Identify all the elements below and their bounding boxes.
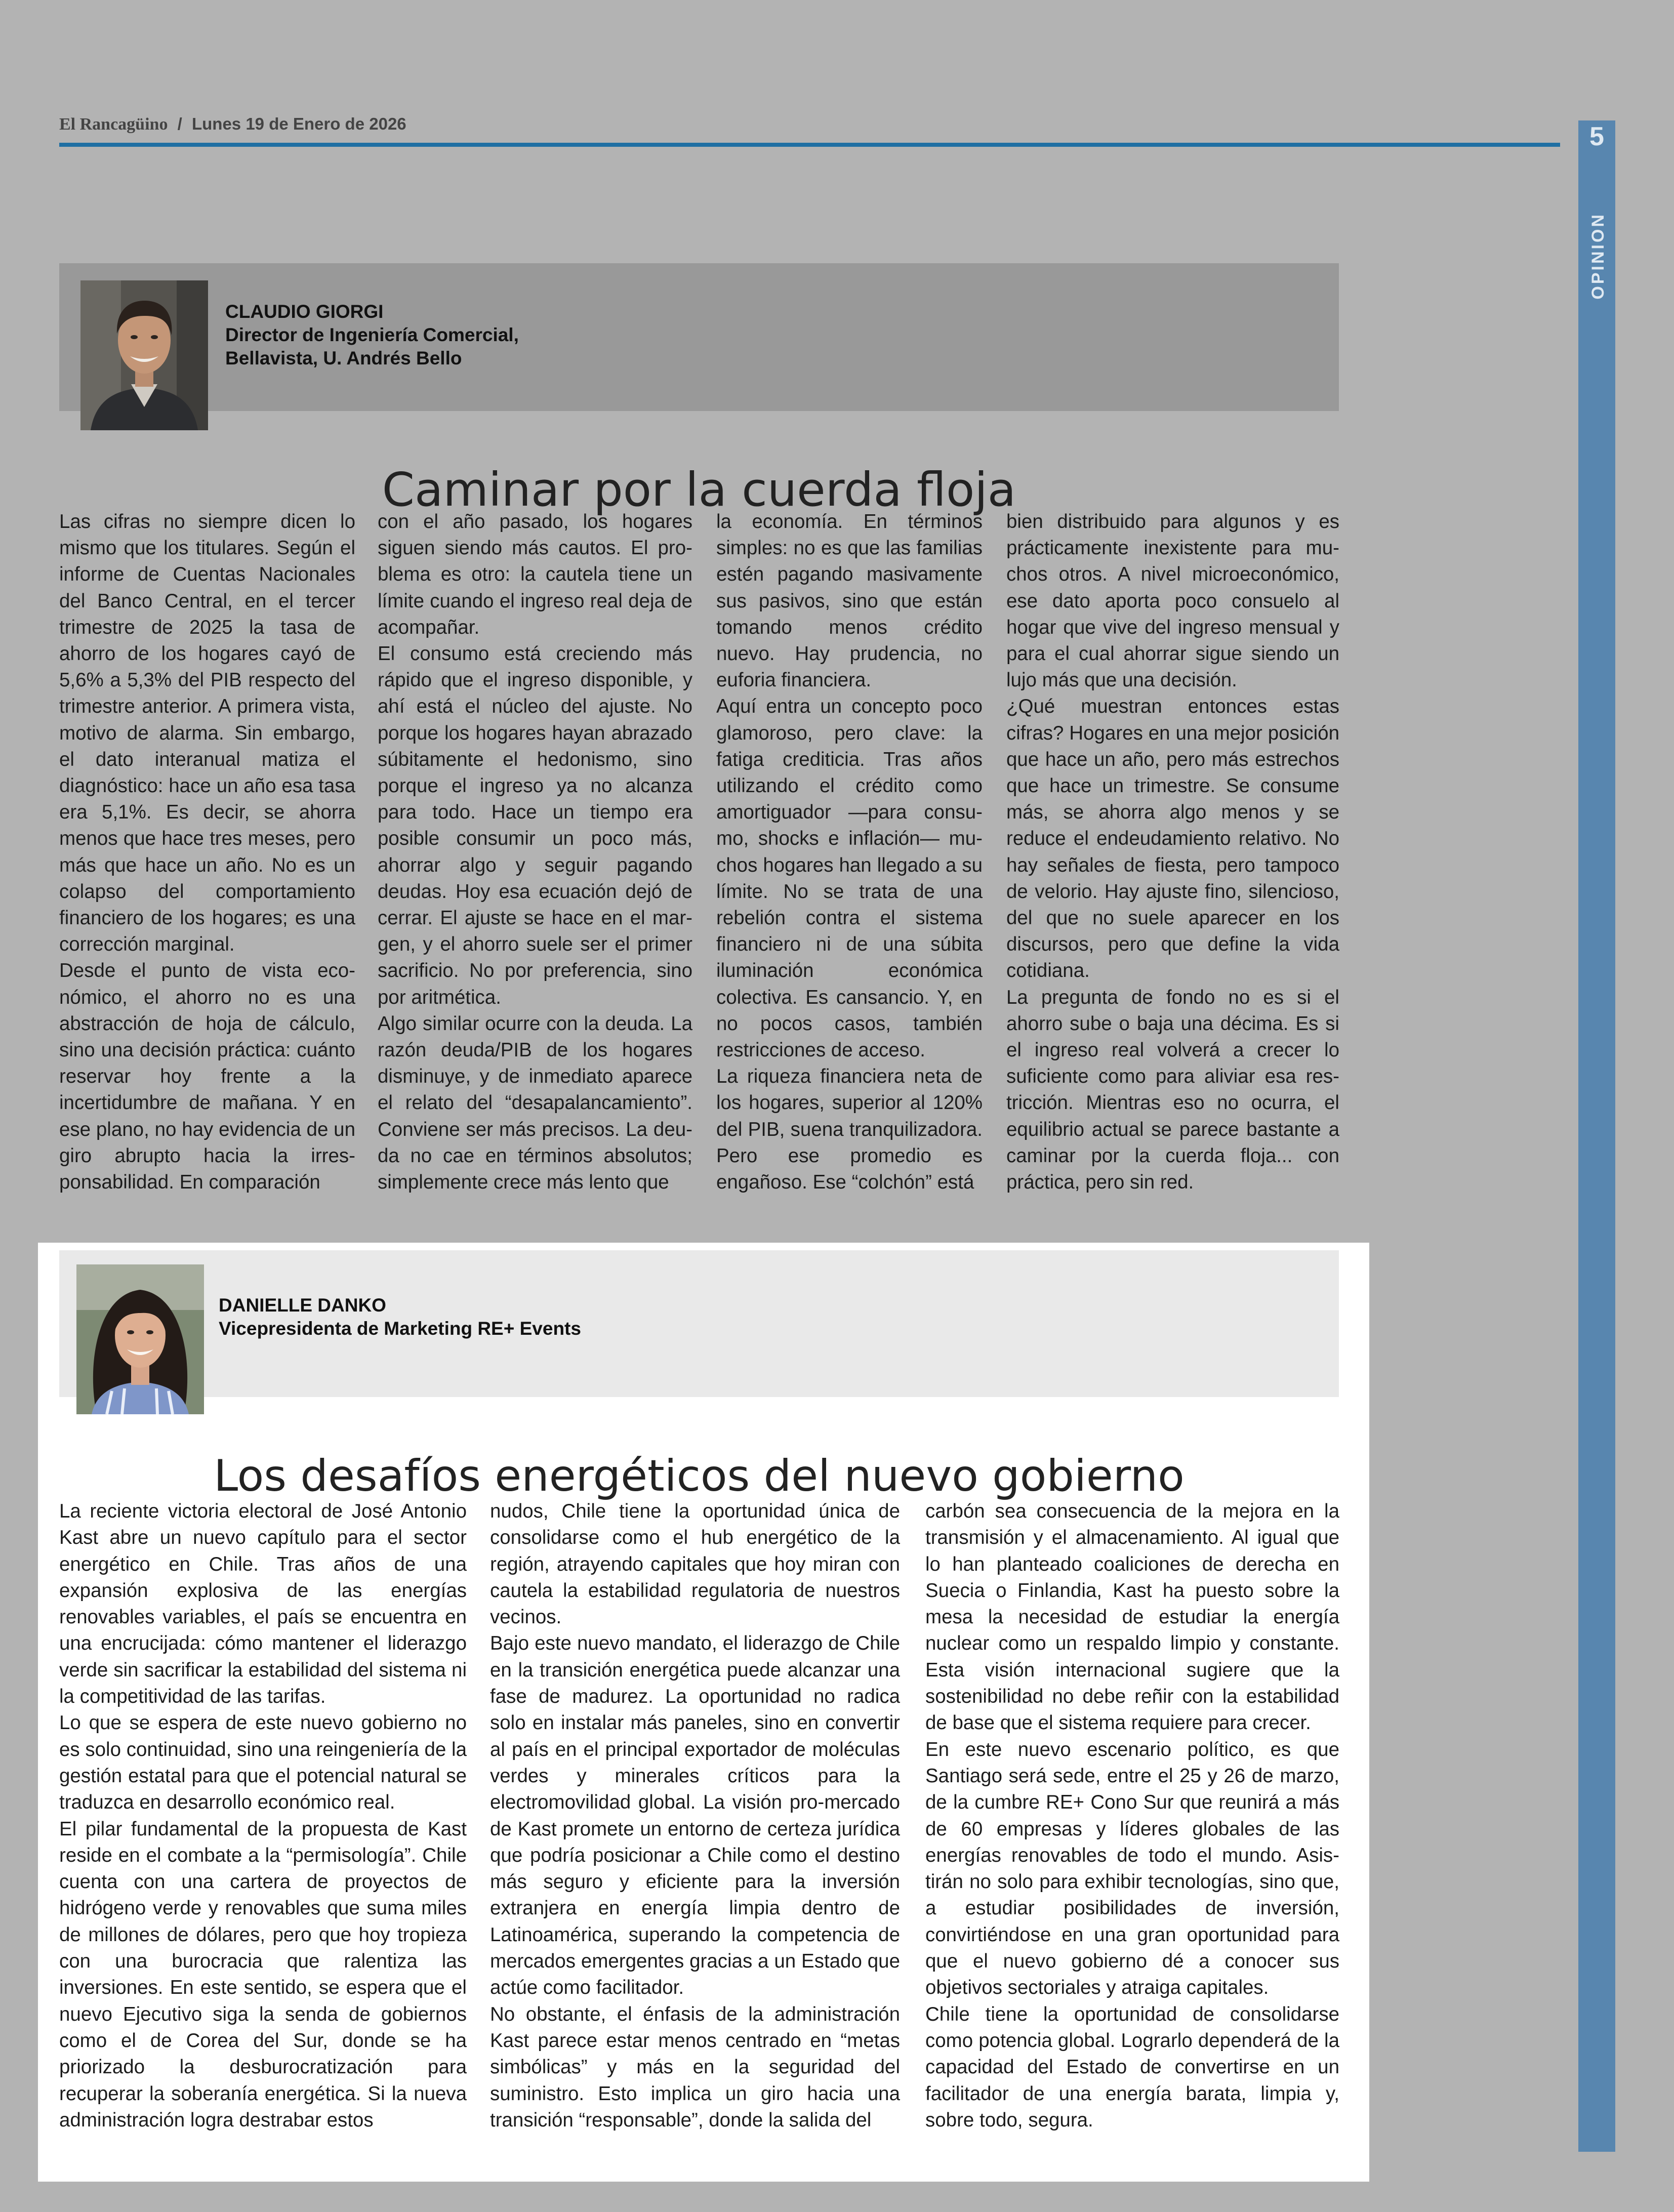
article-paragraph-cont: nudos, Chile tiene la oportunidad única de consolidarse como el hub energético de la región, atrayendo capitales que hoy miran con cautela la estabilidad regulatoria de nuestros vecinos. — [490, 1500, 900, 1628]
edition-date: Lunes 19 de Enero de 2026 — [191, 114, 406, 133]
article-paragraph: Las cifras no siempre dicen lo mismo que los titulares. Según el informe de Cuentas Nacionales del Banco Central, en el tercer trimestre de 2025 la tasa de ahorro de los hogares cayó de 5,6% a 5,3% del PIB respecto del trimestre anterior. A primera vista, motivo de alarma. Sin embargo, el dato interanual matiza el diagnóstico: hace un año esa tasa era 5,1%. Es decir, se ahorra menos que hace tres meses, pero más que hace un año. No es un colapso del comportamiento financiero de los hogares; es una corrección marginal. — [59, 511, 355, 956]
article-paragraph: ¿Qué muestran entonces estas cifras? Hogares en una mejor posición que hace un año, pero más estrechos que hace un trimestre. Se consume más, se ahorra algo menos y se reduce el endeudamiento relativo. No hay señales de fiesta, pero tampoco de velorio. Hay ajuste fino, silencioso, del que no suele aparecer en los discursos, pero que define la vida cotidiana. — [1006, 695, 1339, 982]
newspaper-name: El Rancagüino — [59, 115, 168, 134]
article-paragraph: La riqueza financiera neta de los hogares, superior al 120% del PIB, suena tranquilizadora. Pero ese promedio es engañoso. Ese “colchón” está — [716, 1066, 983, 1194]
article-column — [490, 1498, 900, 2134]
header-separator: / — [177, 114, 182, 133]
article-column — [59, 509, 355, 1196]
article-paragraph: Desde el punto de vista económico, el ahorro no es una abstracción de hoja de cálculo, sino una decisión práctica: cuánto reservar hoy frente a la incertidumbre de mañana. Y en ese plano, no hay evidencia de un giro abrupto hacia la irresponsabilidad. En comparación — [59, 960, 355, 1194]
author-name: DANIELLE DANKO — [219, 1295, 386, 1316]
woman-portrait-icon — [76, 1264, 204, 1414]
author-photo — [76, 1264, 204, 1414]
article-title: Los desafíos energéticos del nuevo gobierno — [214, 1450, 1185, 1501]
page-header — [59, 114, 1051, 134]
author-credit — [225, 300, 519, 370]
article-column — [925, 1498, 1339, 2134]
article-column — [378, 509, 692, 1196]
article-paragraph-cont: con el año pasado, los hogares siguen siendo más cautos. El problema es otro: la cautela tiene un límite cuando el ingreso real deja de acompañar. — [378, 511, 692, 638]
author-photo — [80, 280, 208, 430]
section-bar — [1578, 120, 1615, 2152]
article-column — [59, 1498, 467, 2134]
man-portrait-icon — [80, 280, 208, 430]
article-title: Caminar por la cuerda floja — [382, 462, 1016, 517]
article-paragraph: Lo que se espera de este nuevo gobierno no es solo continuidad, sino una reingeniería de la gestión estatal para que el potencial natural se traduzca en desarrollo económico real. — [59, 1712, 467, 1814]
article-paragraph: La reciente victoria electoral de José Antonio Kast abre un nuevo capítulo para el sector energético en Chile. Tras años de una expansión explosiva de las energías renovables variables, el país se encuentra en una encrucijada: cómo mantener el liderazgo verde sin sacrificar la estabilidad del sistema ni la competitividad de las tarifas. — [59, 1500, 467, 1708]
article-paragraph: El consumo está creciendo más rápido que el ingreso disponible, y ahí está el núcleo del ajuste. No porque los hogares hayan abrazado súbitamente el hedonismo, sino porque el ingreso ya no alcanza para todo. Hace un tiempo era posible consumir un poco más, ahorrar algo y seguir pagando deudas. Hoy esa ecuación dejó de cerrar. El ajuste se hace en el margen, y el ahorro suele ser el primer sacrificio. No por preferencia, sino por aritmética. — [378, 643, 692, 1008]
page-number: 5 — [1589, 122, 1604, 151]
section-label: OPINION — [1588, 213, 1608, 300]
header-rule — [59, 143, 1560, 147]
author-affiliation: Bellavista, U. Andrés Bello — [225, 348, 462, 368]
article-column — [1006, 509, 1339, 1196]
article-paragraph: La pregunta de fondo no es si el ahorro sube o baja una décima. Es si el ingreso real volverá a crecer lo suficiente como para aliviar esa restricción. Mientras eso no ocurra, el equilibrio actual se parece bastante a caminar por la cuerda floja... con práctica, pero sin red. — [1006, 986, 1339, 1194]
article-paragraph: No obstante, el énfasis de la administración Kast parece estar menos centrado en “metas simbólicas” y más en la seguridad del suministro. Esto implica un giro hacia una transición “responsable”, donde la salida del — [490, 2003, 900, 2131]
article-paragraph-cont: carbón sea consecuencia de la mejora en la transmisión y el almacenamiento. Al igual que lo han planteado coaliciones de derecha en Suecia o Finlandia, Kast ha puesto sobre la mesa la necesidad de estudiar la energía nuclear como un respaldo limpio y constante. Esta visión internacional sugiere que la sostenibilidad no debe reñir con la estabilidad de base que el sistema requiere para crecer. — [925, 1500, 1339, 1734]
article-paragraph-cont: la economía. En términos simples: no es que las familias estén pagando masivamente sus pasivos, sino que están tomando menos crédito nuevo. Hay prudencia, no euforia financiera. — [716, 511, 983, 691]
article-paragraph: Chile tiene la oportunidad de consolidarse como potencia global. Lograrlo dependerá de la capacidad del Estado de convertirse en un facilitador de una energía barata, limpia y, sobre todo, segura. — [925, 2003, 1339, 2131]
article-paragraph: Algo similar ocurre con la deuda. La razón deuda/PIB de los hogares disminuye, y de inmediato aparece el relato del “desapalancamiento”. Conviene ser más precisos. La deuda no cae en términos absolutos; simplemente crece más lento que — [378, 1012, 692, 1194]
article-paragraph: En este nuevo escenario político, es que Santiago será sede, entre el 25 y 26 de marzo, de la cumbre RE+ Cono Sur que reunirá a más de 60 empresas y líderes globales de las energías renovables de todo el mundo. Asistirán no solo para exhibir tecnologías, sino que, a estudiar posibilidades de inversión, convirtiéndose en una gran oportunidad para que el nuevo gobierno dé a conocer sus objetivos sectoriales y atraiga capitales. — [925, 1738, 1339, 1999]
article-paragraph: Aquí entra un concepto poco glamoroso, pero clave: la fatiga crediticia. Tras años utilizando el crédito como amortiguador —para consumo, shocks e inflación— muchos hogares han llegado a su límite. No se trata de una rebelión contra el sistema financiero ni de una súbita iluminación económica colectiva. Es cansancio. Y, en no pocos casos, también restricciones de acceso. — [716, 695, 983, 1061]
article-paragraph: Bajo este nuevo mandato, el liderazgo de Chile en la transición energética puede alcanzar una fase de madurez. La oportunidad no radica solo en instalar más paneles, sino en convertir al país en el principal exportador de moléculas verdes y minerales críticos para la electromovilidad global. La visión pro-mercado de Kast promete un entorno de certeza jurídica que podría posicionar a Chile como el destino más seguro y eficiente para la inversión extranjera en energía limpia dentro de Latinoamérica, superando la competencia de mercados emergentes gracias a un Estado que actúe como facilitador. — [490, 1632, 900, 1999]
author-role: Director de Ingeniería Comercial, — [225, 324, 519, 345]
author-role: Vicepresidenta de Marketing RE+ Events — [219, 1318, 581, 1339]
author-credit — [219, 1294, 581, 1340]
article-paragraph-cont: bien distribuido para algunos y es prácticamente inexistente para muchos otros. A nivel microeconómico, ese dato aporta poco consuelo al hogar que vive del ingreso mensual y para el cual ahorrar sigue siendo un lujo más que una decisión. — [1006, 511, 1339, 691]
article-column — [716, 509, 983, 1196]
article-paragraph: El pilar fundamental de la propuesta de Kast reside en el combate a la “permisología”. Chile cuenta con una cartera de proyectos de hidrógeno verde y renovables que suma miles de millones de dólares, pero que hoy tropieza con una burocracia que ralentiza las inversiones. En este sentido, se espera que el nuevo Ejecutivo siga la senda de gobiernos como el de Corea del Sur, donde se ha priorizado la desburocratización para recuperar la soberanía energética. Si la nueva administración logra destrabar estos — [59, 1818, 467, 2131]
author-name: CLAUDIO GIORGI — [225, 301, 384, 322]
